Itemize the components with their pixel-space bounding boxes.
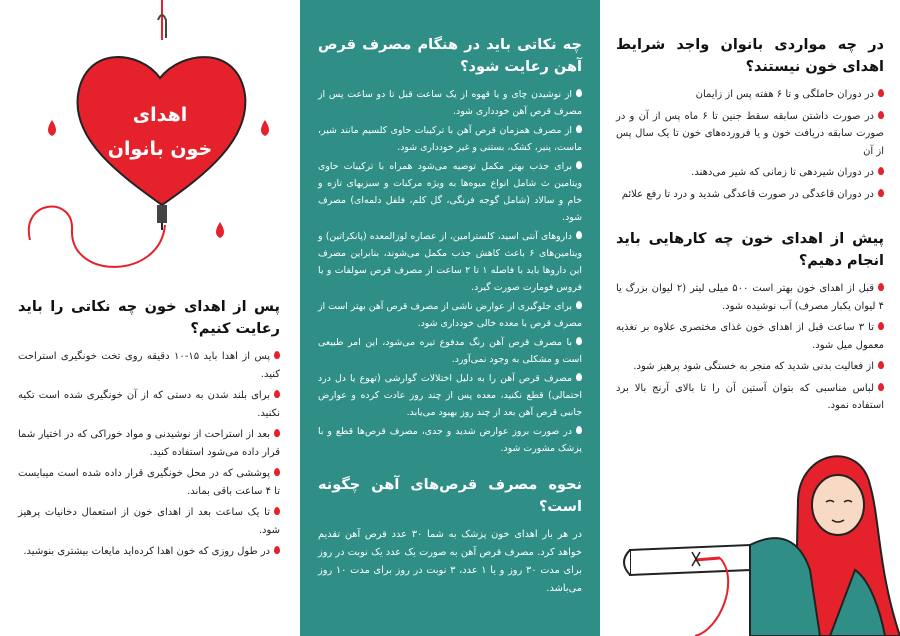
list-item: لباس مناسبی که بتوان آستین آن را تا بالای آرنج بالا برد استفاده نمود. (616, 382, 884, 411)
list-item: از فعالیت بدنی شدید که منجر به خستگی شود پرهیز شود. (616, 358, 884, 376)
iron-usage-paragraph: در هر بار اهدای خون پزشک به شما ۳۰ عدد قرص آهن تقدیم خواهد کرد. مصرف قرص آهن به صورت یک عدد یک نوبت در روز برای مدت ۳۰ روز و یا ۱ عدد، ۳ نوبت در روز برای مدت ۱۰ روز می‌باشد. (318, 529, 583, 594)
list-item: تا ۳ ساعت قبل از اهدای خون غذای مختصری علاوه بر تغذیه معمول میل شود. (616, 322, 884, 351)
donor-woman-illustration (600, 430, 900, 636)
blood-drop-icon (274, 546, 280, 554)
list-item: در صورت بروز عوارض شدید و جدی، مصرف قرص‌ها قطع و با پزشک مشورت شود. (318, 426, 582, 454)
blood-drop-icon (274, 429, 280, 437)
heart-title-line2: خون بانوان (107, 138, 213, 160)
drop-icon (576, 125, 582, 133)
after-donation-list (18, 348, 280, 561)
list-item: در صورت داشتن سابقه سقط جنین تا ۶ ماه پس از آن و در صورت سابقه دریافت خون و یا فرورده‌های خون تا یک سال پس از آن (616, 110, 884, 157)
blood-drop-icon (274, 507, 280, 515)
list-item: داروهای آنتی اسید، کلسترامین، از عصاره لوزالمعده (پانکراتین) و ویتامین‌های ۶ باعث کاهش جذب مکمل می‌شوند، بنابراین مصرف این داروها باید با فاصله ۱ تا ۲ ساعت از مصرف قرص سولفات و یا فروس فومارت صورت گیرد. (318, 231, 582, 293)
list-item: برای جلوگیری از عوارض ناشی از مصرف قرص آهن بهتر است از مصرف قرص با معده خالی خودداری شود. (318, 301, 582, 329)
iron-usage-section (318, 474, 582, 598)
blood-drop-icon (878, 322, 884, 330)
ineligible-list (616, 86, 884, 203)
blood-drop-icon (274, 390, 280, 398)
ineligible-section (616, 34, 884, 207)
list-item: برای جذب بهتر مکمل توصیه می‌شود همراه با ترکیبات حاوی ویتامین ث شامل انواع میوه‌ها به ویژه مرکبات و سبزیهای تازه و خام و سالاد (شامل گوجه فرنگی، گل کلم، فلفل دلمه‌ای) مصرف شود. (318, 161, 582, 223)
drop-icon (576, 426, 582, 434)
blood-drop-icon (274, 468, 280, 476)
list-item: مصرف قرص آهن را به دلیل اختلالات گوارشی (تهوع یا دل درد احتمالی) قطع نکنید، معده پس از چند روز عادت کرده و عوارض جانبی قرص آهن بعد از چند روز بهبود می‌یابد. (318, 373, 582, 418)
list-item: تا یک ساعت بعد از اهدای خون از استعمال دخانیات پرهیز شود. (18, 507, 280, 536)
list-item: با مصرف قرص آهن رنگ مدفوع تیره می‌شود، این امر طبیعی است و مشکلی به وجود نمی‌آورد. (318, 337, 582, 365)
after-donation-heading: پس از اهدای خون چه نکاتی را باید رعایت کنیم؟ (18, 299, 280, 337)
drop-icon (576, 231, 582, 239)
list-item: پوششی که در محل خونگیری قرار داده شده است میبایست تا ۴ ساعت باقی بماند. (18, 468, 280, 497)
blood-drop-icon (878, 283, 884, 291)
before-donation-section (616, 228, 884, 419)
drop-icon (576, 337, 582, 345)
panel-middle (300, 0, 600, 636)
panel-left (0, 0, 300, 636)
list-item: برای بلند شدن به دستی که از آن خونگیری شده است تکیه نکنید. (18, 390, 280, 419)
before-donation-heading: پیش از اهدای خون چه کارهایی باید انجام دهیم؟ (616, 231, 884, 269)
ineligible-heading: در چه مواردی بانوان واجد شرایط اهدای خون نیستند؟ (616, 37, 884, 75)
heart-title-line1: اهدای (132, 104, 188, 126)
blood-drop-icon (878, 361, 884, 369)
blood-drop-icon (878, 111, 884, 119)
blood-drop-icon (878, 189, 884, 197)
drop-icon (576, 89, 582, 97)
list-item: در طول روزی که خون اهدا کرده‌اید مایعات بیشتری بنوشید. (18, 543, 280, 561)
iron-tips-section (318, 34, 582, 459)
list-item: قبل از اهدای خون بهتر است ۵۰۰ میلی لیتر (۲ لیوان بزرگ یا ۴ لیوان یکبار مصرف) آب نوشیده شود. (616, 283, 884, 312)
iron-usage-heading: نحوه مصرف قرص‌های آهن چگونه است؟ (318, 477, 582, 515)
blood-drop-icon (878, 89, 884, 97)
before-donation-list (616, 280, 884, 415)
list-item: در دوران قاعدگی در صورت قاعدگی شدید و درد تا رفع علائم (616, 186, 884, 204)
drop-icon (576, 301, 582, 309)
list-item: از نوشیدن چای و یا قهوه از یک ساعت قبل تا دو ساعت پس از مصرف قرص آهن خودداری شود. (318, 89, 582, 117)
iron-tips-list (318, 86, 582, 457)
list-item: در دوران شیردهی تا زمانی که شیر می‌دهند. (616, 164, 884, 182)
drop-icon (576, 373, 582, 381)
iron-tips-heading: چه نکاتی باید در هنگام مصرف قرص آهن رعایت شود؟ (318, 37, 582, 75)
drop-icon (576, 161, 582, 169)
list-item: از مصرف همزمان قرص آهن با ترکیبات حاوی کلسیم مانند شیر، ماست، پنیر، کشک، بستنی و غیر خودداری شود. (318, 125, 582, 153)
list-item: بعد از استراحت از نوشیدنی و مواد خوراکی که در اختیار شما قرار داده می‌شود استفاده کنید. (18, 429, 280, 458)
after-donation-section (18, 296, 280, 565)
list-item: پس از اهدا باید ۱۵-۱۰ دقیقه روی تخت خونگیری استراحت کنید. (18, 351, 280, 380)
heart-illustration (0, 0, 300, 290)
list-item: در دوران حاملگی و تا ۶ هفته پس از زایمان (616, 86, 884, 104)
donor-woman-icon (600, 430, 900, 636)
blood-drop-icon (878, 167, 884, 175)
blood-drop-icon (274, 351, 280, 359)
blood-drop-icon (878, 383, 884, 391)
